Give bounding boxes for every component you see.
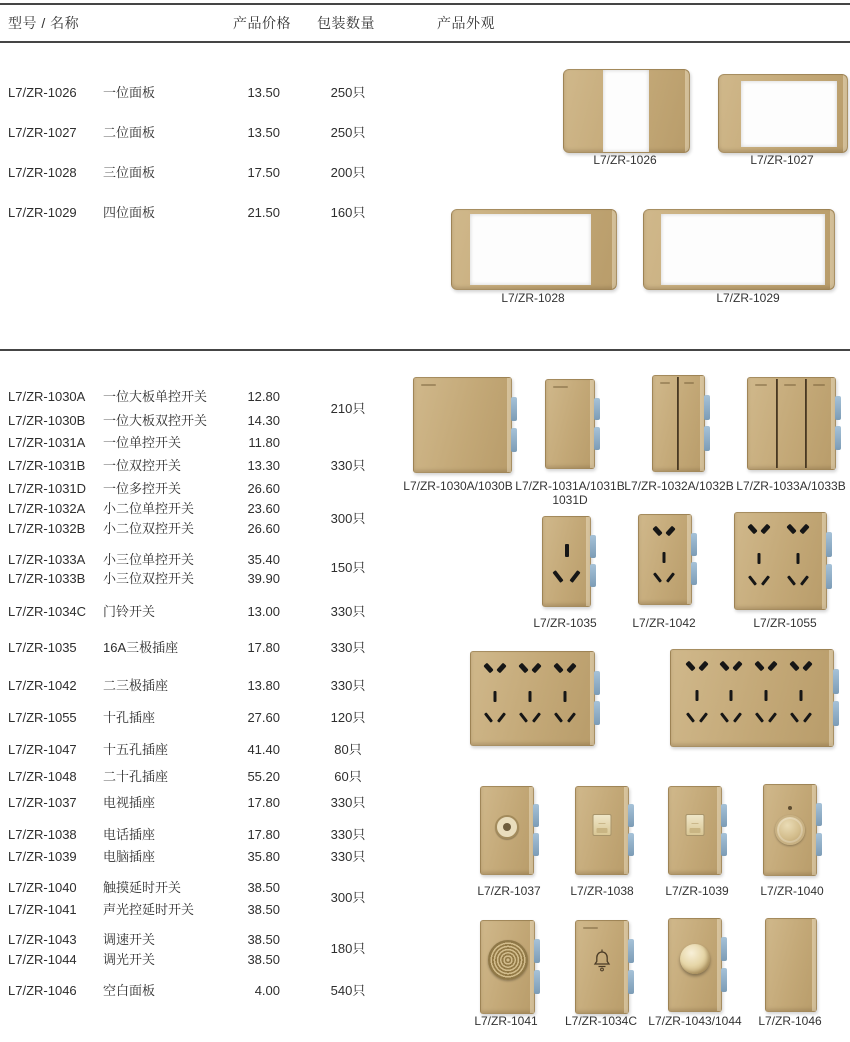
brand-mark [421, 384, 436, 386]
product-image-1034c [575, 920, 629, 1014]
image-caption-1030: L7/ZR-1030A/1030B [403, 479, 513, 493]
price-cell: 35.80 [247, 849, 280, 864]
product-image-1048 [670, 649, 834, 747]
price-cell: 12.80 [247, 389, 280, 404]
model-cell: L7/ZR-1028 [8, 165, 77, 180]
name-cell: 十五孔插座 [103, 742, 169, 757]
model-cell: L7/ZR-1046 [8, 983, 77, 998]
qty-cell: 330只 [330, 604, 366, 619]
product-image-1037 [480, 786, 534, 875]
column-header-price: 产品价格 [233, 15, 291, 31]
name-cell: 电视插座 [103, 795, 156, 810]
socket-holes [548, 657, 583, 738]
table-row-L7/ZR-1031D [0, 480, 412, 498]
qty-cell: 250只 [330, 85, 366, 100]
name-cell: 二位面板 [103, 125, 156, 140]
price-cell: 17.50 [247, 165, 280, 180]
socket-hole-grid [679, 655, 818, 739]
name-cell: 小二位单控开关 [103, 501, 195, 516]
name-cell: 小三位双控开关 [103, 571, 195, 586]
model-cell: L7/ZR-1035 [8, 640, 77, 655]
image-caption-1035: L7/ZR-1035 [533, 616, 597, 630]
price-cell: 13.00 [247, 604, 280, 619]
side-clip [691, 562, 697, 585]
side-clip [704, 395, 710, 420]
header-rule-top [0, 3, 850, 5]
model-cell: L7/ZR-1030B [8, 413, 86, 428]
price-cell: 38.50 [247, 902, 280, 917]
model-cell: L7/ZR-1031B [8, 458, 86, 473]
column-header-qty: 包装数量 [317, 15, 375, 31]
name-cell: 二三极插座 [103, 678, 169, 693]
image-caption-1046: L7/ZR-1046 [758, 1014, 822, 1028]
socket-holes [642, 519, 687, 596]
socket-holes [740, 518, 779, 602]
name-cell: 四位面板 [103, 205, 156, 220]
product-image-1041 [480, 920, 535, 1014]
socket-hole-grid [740, 518, 818, 602]
socket-holes [477, 657, 512, 738]
model-cell: L7/ZR-1032B [8, 521, 86, 536]
image-caption-1026: L7/ZR-1026 [593, 153, 657, 167]
model-cell: L7/ZR-1032A [8, 501, 86, 516]
name-cell: 一位双控开关 [103, 458, 182, 473]
price-cell: 38.50 [247, 880, 280, 895]
product-image-1047 [470, 651, 595, 746]
product-image-1042 [638, 514, 692, 605]
side-clip [835, 426, 841, 450]
gang-divider [677, 377, 679, 470]
name-cell: 一位多控开关 [103, 481, 182, 496]
price-cell: 17.80 [247, 795, 280, 810]
image-caption-1039: L7/ZR-1039 [665, 884, 729, 898]
price-cell: 13.80 [247, 678, 280, 693]
side-clip [691, 533, 697, 556]
price-cell: 21.50 [247, 205, 280, 220]
side-clip [628, 804, 634, 827]
model-cell: L7/ZR-1048 [8, 769, 77, 784]
model-cell: L7/ZR-1039 [8, 849, 77, 864]
image-caption-1031: L7/ZR-1031A/1031B [515, 479, 625, 493]
product-image-1032 [652, 375, 705, 472]
price-cell: 26.60 [247, 481, 280, 496]
side-clip [534, 970, 540, 994]
qty-cell: 300只 [330, 890, 366, 905]
price-cell: 38.50 [247, 932, 280, 947]
name-cell: 声光控延时开关 [103, 902, 195, 917]
image-caption-1031d: 1031D [552, 493, 588, 507]
panel-window [661, 214, 825, 285]
price-cell: 13.30 [247, 458, 280, 473]
model-cell: L7/ZR-1033B [8, 571, 86, 586]
price-cell: 38.50 [247, 952, 280, 967]
product-image-1031 [545, 379, 595, 469]
image-caption-1032: L7/ZR-1032A/1032B [624, 479, 734, 493]
socket-holes [512, 657, 547, 738]
name-cell: 触摸延时开关 [103, 880, 182, 895]
price-cell: 13.50 [247, 125, 280, 140]
image-caption-1027: L7/ZR-1027 [750, 153, 814, 167]
model-cell: L7/ZR-1055 [8, 710, 77, 725]
product-image-1030 [413, 377, 512, 473]
socket-holes [749, 655, 784, 739]
side-clip [816, 833, 822, 856]
side-clip [826, 532, 832, 557]
price-cell: 11.80 [248, 435, 280, 450]
brand-mark [684, 382, 694, 384]
image-caption-1055: L7/ZR-1055 [753, 616, 817, 630]
product-image-1033 [747, 377, 836, 470]
network-jack [686, 814, 705, 836]
side-clip [533, 804, 539, 827]
model-cell: L7/ZR-1038 [8, 827, 77, 842]
socket-holes [565, 544, 569, 557]
model-cell: L7/ZR-1037 [8, 795, 77, 810]
side-clip [721, 937, 727, 961]
qty-cell: 330只 [330, 827, 366, 842]
socket-holes [784, 655, 819, 739]
name-cell: 调速开关 [103, 932, 156, 947]
qty-cell: 330只 [330, 795, 366, 810]
price-cell: 17.80 [247, 827, 280, 842]
phone-jack [593, 814, 612, 836]
side-clip [721, 804, 727, 827]
qty-cell: 180只 [330, 941, 366, 956]
model-cell: L7/ZR-1029 [8, 205, 77, 220]
name-cell: 一位大板单控开关 [103, 389, 208, 404]
side-clip [835, 396, 841, 420]
side-clip [816, 803, 822, 826]
side-clip [833, 669, 839, 694]
price-cell: 13.50 [247, 85, 280, 100]
side-clip [833, 701, 839, 726]
model-cell: L7/ZR-1033A [8, 552, 86, 567]
side-clip [628, 970, 634, 994]
socket-hole-grid [477, 657, 583, 738]
price-cell: 39.90 [247, 571, 280, 586]
price-cell: 55.20 [247, 769, 280, 784]
model-cell: L7/ZR-1040 [8, 880, 77, 895]
qty-cell: 160只 [330, 205, 366, 220]
side-clip [533, 833, 539, 856]
name-cell: 16A三极插座 [103, 640, 179, 655]
side-clip [721, 968, 727, 992]
model-cell: L7/ZR-1031D [8, 481, 87, 496]
model-cell: L7/ZR-1026 [8, 85, 77, 100]
brand-mark [553, 386, 568, 388]
brand-mark [784, 384, 796, 386]
product-image-1027 [718, 74, 848, 153]
socket-holes [714, 655, 749, 739]
model-cell: L7/ZR-1041 [8, 902, 77, 917]
price-cell: 4.00 [254, 983, 280, 998]
name-cell: 电话插座 [103, 827, 156, 842]
panel-window [741, 81, 837, 147]
socket-holes [679, 655, 714, 739]
price-cell: 35.40 [247, 552, 280, 567]
model-cell: L7/ZR-1043 [8, 932, 77, 947]
price-cell: 27.60 [247, 710, 280, 725]
qty-cell: 210只 [330, 401, 366, 416]
product-image-1029 [643, 209, 835, 290]
image-caption-1038: L7/ZR-1038 [570, 884, 634, 898]
sound-sensor-grille [488, 940, 528, 980]
name-cell: 空白面板 [103, 983, 156, 998]
name-cell: 一位面板 [103, 85, 156, 100]
product-image-1038 [575, 786, 629, 875]
model-cell: L7/ZR-1047 [8, 742, 77, 757]
qty-cell: 80只 [334, 742, 362, 757]
model-cell: L7/ZR-1042 [8, 678, 77, 693]
image-caption-1041: L7/ZR-1041 [474, 1014, 538, 1028]
side-clip [594, 398, 600, 421]
name-cell: 十孔插座 [103, 710, 156, 725]
touch-button [775, 815, 805, 845]
name-cell: 小二位双控开关 [103, 521, 195, 536]
qty-cell: 330只 [330, 849, 366, 864]
doorbell-icon [590, 948, 614, 979]
side-clip [594, 671, 600, 695]
image-caption-1033: L7/ZR-1033A/1033B [736, 479, 846, 493]
name-cell: 门铃开关 [103, 604, 156, 619]
header-rule-bottom [0, 41, 850, 43]
brand-mark [755, 384, 767, 386]
side-clip [704, 426, 710, 451]
name-cell: 小三位单控开关 [103, 552, 195, 567]
price-cell: 41.40 [247, 742, 280, 757]
side-clip [534, 939, 540, 963]
brand-mark [660, 382, 670, 384]
panel-window [470, 214, 591, 285]
qty-cell: 540只 [330, 983, 366, 998]
image-caption-1037: L7/ZR-1037 [477, 884, 541, 898]
side-clip [826, 564, 832, 589]
side-clip [590, 564, 596, 587]
side-clip [511, 428, 517, 452]
brand-mark [813, 384, 825, 386]
qty-cell: 60只 [334, 769, 362, 784]
product-image-1028 [451, 209, 617, 290]
gang-divider [805, 379, 807, 468]
product-image-1043-1044 [668, 918, 722, 1012]
price-cell: 23.60 [247, 501, 280, 516]
column-header-appearance: 产品外观 [437, 15, 495, 31]
name-cell: 二十孔插座 [103, 769, 169, 784]
image-caption-1034c: L7/ZR-1034C [564, 1014, 638, 1028]
side-clip [594, 701, 600, 725]
price-cell: 26.60 [247, 521, 280, 536]
model-cell: L7/ZR-1044 [8, 952, 77, 967]
side-clip [594, 427, 600, 450]
qty-cell: 150只 [330, 560, 366, 575]
qty-cell: 250只 [330, 125, 366, 140]
price-cell: 14.30 [247, 413, 280, 428]
brand-mark [583, 927, 598, 929]
image-caption-1028: L7/ZR-1028 [501, 291, 565, 305]
indicator-led [788, 806, 792, 810]
product-image-1026 [563, 69, 690, 153]
column-header-model-name: 型号 / 名称 [8, 15, 80, 31]
product-image-1035 [542, 516, 591, 607]
model-cell: L7/ZR-1027 [8, 125, 77, 140]
image-caption-1043-1044: L7/ZR-1043/1044 [648, 1014, 742, 1028]
model-cell: L7/ZR-1034C [8, 604, 87, 619]
socket-holes [779, 518, 818, 602]
socket-holes [543, 570, 590, 583]
model-cell: L7/ZR-1031A [8, 435, 86, 450]
product-image-1040 [763, 784, 817, 876]
tv-connector [495, 815, 519, 839]
image-caption-1040: L7/ZR-1040 [760, 884, 824, 898]
name-cell: 一位单控开关 [103, 435, 182, 450]
dimmer-knob [680, 944, 710, 974]
name-cell: 调光开关 [103, 952, 156, 967]
price-cell: 17.80 [247, 640, 280, 655]
product-image-1046 [765, 918, 817, 1012]
qty-cell: 330只 [330, 678, 366, 693]
image-caption-1042: L7/ZR-1042 [632, 616, 696, 630]
side-clip [590, 535, 596, 558]
qty-cell: 330只 [330, 458, 366, 473]
side-clip [628, 939, 634, 963]
model-cell: L7/ZR-1030A [8, 389, 86, 404]
panel-window [603, 70, 649, 152]
qty-cell: 200只 [330, 165, 366, 180]
name-cell: 电脑插座 [103, 849, 156, 864]
side-clip [721, 833, 727, 856]
table-row-L7/ZR-1031A [0, 434, 412, 452]
qty-cell: 120只 [330, 710, 366, 725]
section-divider [0, 349, 850, 351]
side-clip [628, 833, 634, 856]
qty-cell: 330只 [330, 640, 366, 655]
gang-divider [776, 379, 778, 468]
socket-hole-grid [642, 519, 687, 596]
qty-cell: 300只 [330, 511, 366, 526]
side-clip [511, 397, 517, 421]
product-image-1055 [734, 512, 827, 610]
product-image-1039 [668, 786, 722, 875]
image-caption-1029: L7/ZR-1029 [716, 291, 780, 305]
name-cell: 一位大板双控开关 [103, 413, 208, 428]
name-cell: 三位面板 [103, 165, 156, 180]
